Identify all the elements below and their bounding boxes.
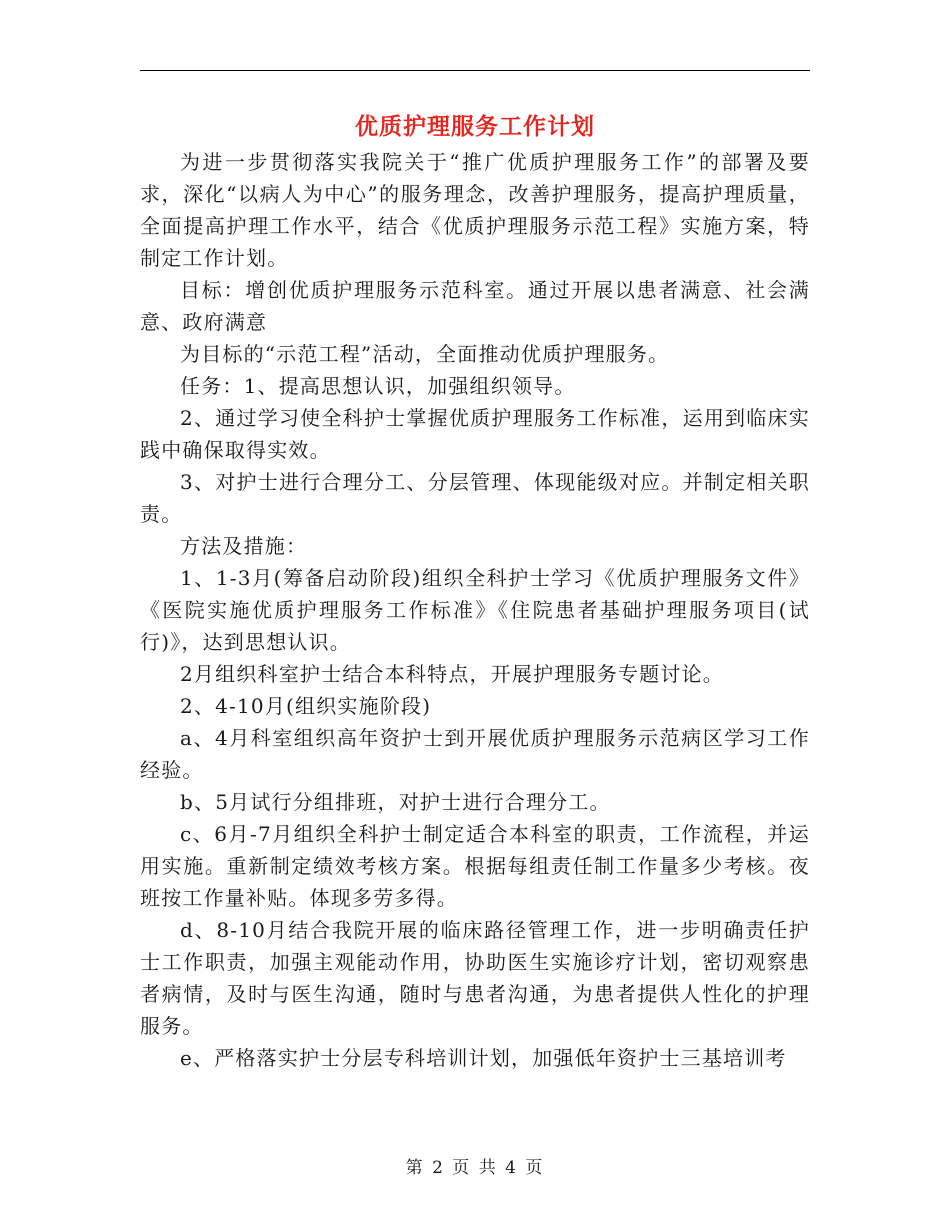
- paragraph-task-1: 任务：1、提高思想认识，加强组织领导。: [180, 374, 576, 398]
- paragraph-method-2c: c、6月-7月组织全科护士制定适合本科室的职责，工作流程，并运用实施。重新制定绩效考核方案。根据每组责任制工作量多少考核。夜班按工作量补贴。体现多劳多得。: [140, 822, 810, 910]
- paragraph-goal-cont: 为目标的“示范工程”活动，全面推动优质护理服务。: [180, 342, 670, 366]
- paragraph-task-2: 2、通过学习使全科护士掌握优质护理服务工作标准，运用到临床实践中确保取得实效。: [140, 406, 810, 462]
- paragraph-method-2b: b、5月试行分组排班，对护士进行合理分工。: [180, 790, 611, 814]
- paragraph-method-2: 2、4-10月(组织实施阶段): [180, 694, 432, 718]
- paragraph-method-1: 1、1-3月(筹备启动阶段)组织全科护士学习《优质护理服务文件》《医院实施优质护理服务工作标准》《住院患者基础护理服务项目(试行)》，达到思想认识。: [140, 566, 810, 654]
- header-rule: [140, 70, 810, 71]
- paragraph-task-3: 3、对护士进行合理分工、分层管理、体现能级对应。并制定相关职责。: [140, 470, 810, 526]
- paragraph-methods-heading: 方法及措施：: [180, 534, 308, 558]
- paragraph-intro: 为进一步贯彻落实我院关于“推广优质护理服务工作”的部署及要求，深化“以病人为中心”的服务理念，改善护理服务，提高护理质量，全面提高护理工作水平，结合《优质护理服务示范工程》实施方案，特制定工作计划。: [140, 150, 810, 270]
- paragraph-method-2d: d、8-10月结合我院开展的临床路径管理工作，进一步明确责任护士工作职责，加强主观能动作用，协助医生实施诊疗计划，密切观察患者病情，及时与医生沟通，随时与患者沟通，为患者提供人性化的护理服务。: [140, 918, 810, 1038]
- paragraph-method-2a: a、4月科室组织高年资护士到开展优质护理服务示范病区学习工作经验。: [140, 726, 810, 782]
- paragraph-goal: 目标：增创优质护理服务示范科室。通过开展以患者满意、社会满意、政府满意: [140, 278, 810, 334]
- page-number: 第 2 页 共 4 页: [405, 1158, 545, 1178]
- paragraph-method-1-feb: 2月组织科室护士结合本科特点，开展护理服务专题讨论。: [180, 662, 724, 686]
- paragraph-method-2e: e、严格落实护士分层专科培训计划，加强低年资护士三基培训考: [180, 1046, 787, 1070]
- page-title: 优质护理服务工作计划: [355, 113, 595, 140]
- document-body: [140, 146, 810, 1074]
